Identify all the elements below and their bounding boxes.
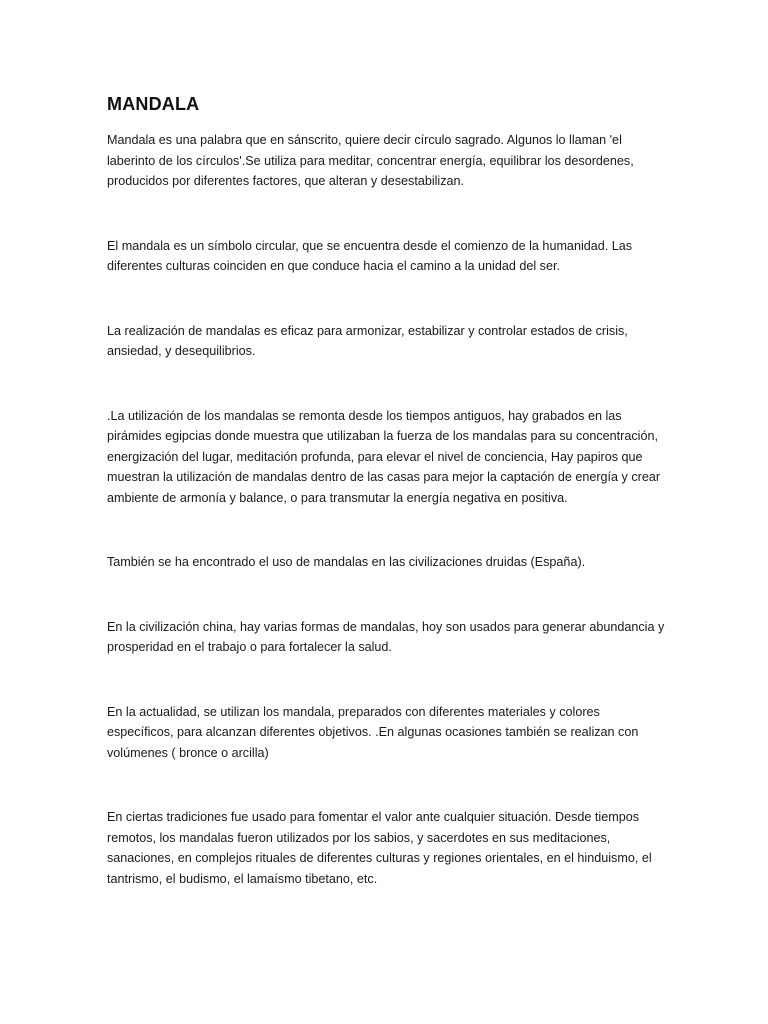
paragraph-3: La realización de mandalas es eficaz para armonizar, estabilizar y controlar estados de crisis, ansiedad, y desequilibrios.: [107, 323, 628, 358]
paragraph-4: .La utilización de los mandalas se remonta desde los tiempos antiguos, hay grabados en las pirámides egipcias donde muestra que utilizaban la fuerza de los mandalas para su concentración, energización del lugar, meditación profunda, para elevar el nivel de conciencia, Hay papiros que muestran la utilización de mandalas dentro de las casas para mejor la captación de energía y crear ambiente de armonía y balance, o para transmutar la energía negativa en positiva.: [107, 408, 661, 505]
paragraph-5: También se ha encontrado el uso de mandalas en las civilizaciones druidas (España).: [107, 555, 586, 569]
paragraph-8: En ciertas tradiciones fue usado para fomentar el valor ante cualquier situación. Desde tiempos remotos, los mandalas fueron utilizados por los sabios, y sacerdotes en sus meditaciones, sanaciones, en complejos rituales de diferentes culturas y regiones orientales, en el hinduismo, el tantrismo, el budismo, el lamaísmo tibetano, etc.: [107, 810, 652, 886]
document-page: [107, 92, 667, 933]
paragraph-2: El mandala es un símbolo circular, que se encuentra desde el comienzo de la humanidad. Las diferentes culturas coinciden en que conduce hacia el camino a la unidad del ser.: [107, 238, 633, 273]
document-title: MANDALA: [107, 94, 200, 114]
paragraph-7: En la actualidad, se utilizan los mandala, preparados con diferentes materiales y colores específicos, para alcanzan diferentes objetivos. .En algunas ocasiones también se realizan con volúmenes ( bronce o arcilla): [107, 704, 639, 760]
paragraph-1: Mandala es una palabra que en sánscrito, quiere decir círculo sagrado. Algunos lo llaman 'el laberinto de los círculos'.Se utiliza para meditar, concentrar energía, equilibrar los desordenes, producidos por diferentes factores, que alteran y desestabilizan.: [107, 133, 634, 188]
paragraph-6: En la civilización china, hay varias formas de mandalas, hoy son usados para generar abundancia y prosperidad en el trabajo o para fortalecer la salud.: [107, 619, 665, 654]
